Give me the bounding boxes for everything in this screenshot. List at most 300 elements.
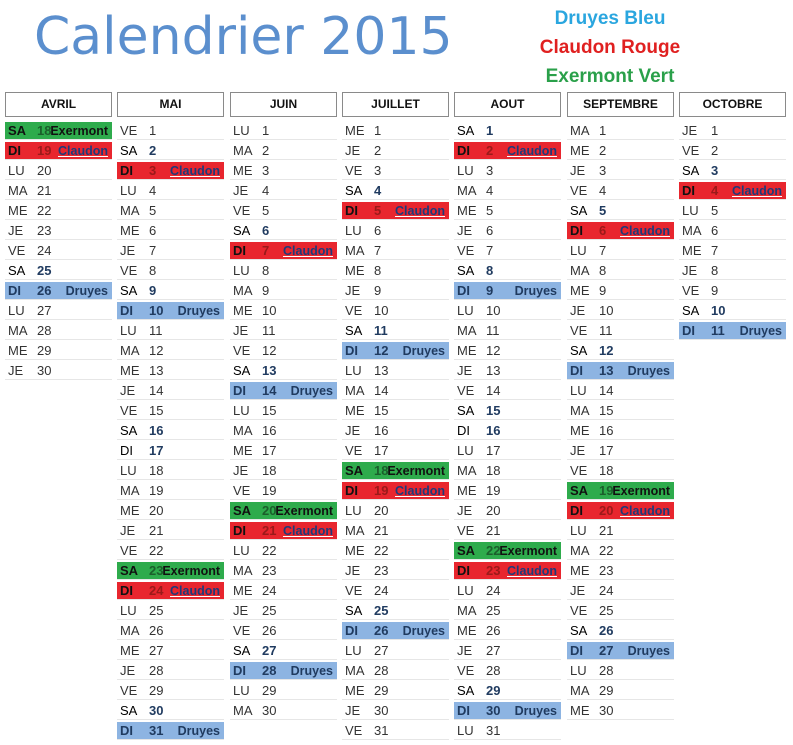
day-number: 30 [599, 703, 614, 718]
day-name: JE [570, 583, 586, 598]
day-number: 24 [599, 583, 614, 598]
day-name: MA [457, 603, 477, 618]
day-number: 13 [262, 363, 277, 378]
day-row [342, 582, 449, 600]
day-number: 20 [37, 163, 52, 178]
day-name: VE [120, 403, 138, 418]
month-octobre [679, 92, 786, 338]
day-name: VE [233, 203, 251, 218]
day-number: 23 [37, 223, 52, 238]
day-number: 12 [149, 343, 164, 358]
day-name: LU [457, 303, 474, 318]
day-row [117, 622, 224, 640]
day-name: ME [233, 583, 253, 598]
day-row [454, 322, 561, 340]
day-row [567, 142, 674, 160]
day-name: DI [457, 563, 470, 578]
month-header: JUIN [230, 92, 337, 117]
day-name: MA [120, 623, 140, 638]
month-aout [454, 92, 561, 738]
day-row [567, 242, 674, 260]
day-name: DI [570, 643, 583, 658]
day-number: 3 [599, 163, 607, 178]
month-juillet [342, 92, 449, 738]
day-name: JE [345, 563, 361, 578]
day-number: 27 [599, 643, 614, 658]
day-number: 22 [486, 543, 501, 558]
day-number: 10 [599, 303, 614, 318]
day-number: 13 [374, 363, 389, 378]
day-row [342, 442, 449, 460]
day-name: DI [120, 443, 133, 458]
day-number: 1 [599, 123, 607, 138]
day-name: ME [457, 343, 477, 358]
month-septembre [567, 92, 674, 718]
day-name: SA [682, 163, 700, 178]
day-name: JE [233, 463, 249, 478]
day-row [454, 202, 561, 220]
day-row [454, 662, 561, 680]
day-row [454, 482, 561, 500]
month-header: JUILLET [342, 92, 449, 117]
day-name: ME [120, 223, 140, 238]
day-row [567, 262, 674, 280]
day-row [454, 342, 561, 360]
day-name: VE [345, 443, 363, 458]
day-row [117, 182, 224, 200]
day-name: SA [120, 423, 138, 438]
day-name: ME [345, 543, 365, 558]
day-number: 16 [486, 423, 501, 438]
day-name: DI [120, 723, 133, 738]
day-name: LU [233, 263, 250, 278]
day-number: 14 [486, 383, 501, 398]
day-name: VE [682, 283, 700, 298]
day-row [342, 722, 449, 740]
day-number: 15 [262, 403, 277, 418]
day-number: 25 [262, 603, 277, 618]
day-number: 17 [599, 443, 614, 458]
day-row [342, 642, 449, 660]
day-name: ME [570, 283, 590, 298]
day-row [117, 462, 224, 480]
day-row [342, 342, 449, 360]
day-number: 25 [599, 603, 614, 618]
day-name: SA [233, 643, 251, 658]
day-name: VE [8, 243, 26, 258]
day-row [5, 242, 112, 260]
day-name: JE [120, 663, 136, 678]
day-number: 8 [374, 263, 382, 278]
day-name: LU [682, 203, 699, 218]
day-row [117, 662, 224, 680]
day-name: ME [457, 623, 477, 638]
day-row [342, 522, 449, 540]
day-name: VE [457, 243, 475, 258]
day-row [117, 362, 224, 380]
day-row [230, 202, 337, 220]
day-row [5, 162, 112, 180]
day-number: 13 [149, 363, 164, 378]
day-row [454, 722, 561, 740]
day-row [5, 362, 112, 380]
day-row [5, 262, 112, 280]
day-number: 23 [374, 563, 389, 578]
day-row [567, 562, 674, 580]
day-name: LU [233, 543, 250, 558]
day-name: LU [570, 243, 587, 258]
month-header: AOUT [454, 92, 561, 117]
day-row [117, 702, 224, 720]
day-name: JE [570, 443, 586, 458]
day-number: 28 [486, 663, 501, 678]
day-row [567, 202, 674, 220]
day-name: VE [570, 183, 588, 198]
day-row [342, 182, 449, 200]
event-label: Claudon [507, 564, 557, 578]
day-name: DI [457, 423, 470, 438]
day-name: JE [120, 243, 136, 258]
day-row [454, 242, 561, 260]
day-number: 31 [149, 723, 164, 738]
day-number: 2 [486, 143, 494, 158]
day-row [567, 442, 674, 460]
day-row [567, 582, 674, 600]
day-number: 4 [149, 183, 157, 198]
day-name: MA [345, 243, 365, 258]
day-row [117, 542, 224, 560]
day-number: 27 [486, 643, 501, 658]
event-label: Claudon [170, 164, 220, 178]
day-row [454, 562, 561, 580]
day-name: MA [233, 423, 253, 438]
day-name: DI [345, 623, 358, 638]
day-row [230, 442, 337, 460]
event-label: Claudon [283, 524, 333, 538]
day-number: 19 [149, 483, 164, 498]
day-number: 15 [599, 403, 614, 418]
day-name: ME [570, 563, 590, 578]
day-number: 9 [599, 283, 607, 298]
day-number: 21 [374, 523, 389, 538]
day-name: ME [570, 423, 590, 438]
day-row [117, 422, 224, 440]
day-name: DI [120, 583, 133, 598]
day-row [230, 362, 337, 380]
day-row [679, 182, 786, 200]
day-row [342, 242, 449, 260]
day-row [342, 382, 449, 400]
day-number: 19 [599, 483, 614, 498]
day-number: 27 [149, 643, 164, 658]
day-number: 31 [374, 723, 389, 738]
day-row [454, 182, 561, 200]
day-name: MA [233, 283, 253, 298]
day-name: ME [345, 403, 365, 418]
day-name: LU [233, 123, 250, 138]
day-name: LU [345, 503, 362, 518]
day-row [679, 302, 786, 320]
day-number: 13 [486, 363, 501, 378]
day-row [454, 282, 561, 300]
day-name: MA [570, 403, 590, 418]
day-number: 10 [149, 303, 164, 318]
day-number: 1 [149, 123, 157, 138]
day-row [230, 642, 337, 660]
event-label: Druyes [65, 284, 108, 298]
day-row [342, 202, 449, 220]
day-number: 22 [37, 203, 52, 218]
day-name: DI [233, 383, 246, 398]
day-row [454, 162, 561, 180]
day-row [567, 122, 674, 140]
day-number: 2 [262, 143, 270, 158]
day-name: JE [570, 303, 586, 318]
day-row [230, 542, 337, 560]
day-number: 14 [374, 383, 389, 398]
day-name: MA [570, 263, 590, 278]
day-name: SA [570, 203, 588, 218]
day-number: 26 [599, 623, 614, 638]
day-name: SA [120, 143, 138, 158]
day-number: 25 [374, 603, 389, 618]
day-name: MA [682, 223, 702, 238]
day-name: JE [8, 363, 24, 378]
day-name: JE [457, 363, 473, 378]
event-label: Claudon [170, 584, 220, 598]
legend [520, 4, 700, 91]
day-row [5, 302, 112, 320]
day-row [230, 122, 337, 140]
day-row [454, 362, 561, 380]
day-number: 30 [486, 703, 501, 718]
day-name: SA [570, 343, 588, 358]
day-row [342, 322, 449, 340]
month-header: MAI [117, 92, 224, 117]
day-row [342, 162, 449, 180]
event-label: Druyes [402, 624, 445, 638]
day-row [679, 242, 786, 260]
day-number: 2 [374, 143, 382, 158]
day-number: 3 [262, 163, 270, 178]
day-name: SA [8, 263, 26, 278]
day-name: VE [120, 123, 138, 138]
day-name: SA [457, 683, 475, 698]
day-name: LU [457, 723, 474, 738]
day-number: 22 [149, 543, 164, 558]
event-label: Exermont [50, 124, 108, 138]
day-number: 15 [374, 403, 389, 418]
day-number: 12 [374, 343, 389, 358]
event-label: Exermont [162, 564, 220, 578]
day-row [454, 122, 561, 140]
day-number: 23 [486, 563, 501, 578]
day-name: SA [120, 563, 139, 578]
day-row [567, 662, 674, 680]
month-avril [5, 92, 112, 378]
day-number: 18 [486, 463, 501, 478]
day-number: 2 [149, 143, 157, 158]
day-row [567, 302, 674, 320]
month-mai [117, 92, 224, 738]
day-row [567, 482, 674, 500]
day-row [567, 182, 674, 200]
day-number: 29 [486, 683, 501, 698]
day-number: 3 [486, 163, 494, 178]
day-number: 24 [149, 583, 164, 598]
day-number: 4 [374, 183, 382, 198]
day-name: JE [120, 523, 136, 538]
day-number: 17 [149, 443, 164, 458]
day-row [117, 722, 224, 740]
day-row [342, 302, 449, 320]
day-number: 11 [711, 323, 725, 338]
day-row [342, 702, 449, 720]
day-number: 9 [711, 283, 719, 298]
day-name: DI [120, 303, 133, 318]
day-number: 6 [149, 223, 157, 238]
day-name: SA [570, 623, 588, 638]
day-number: 30 [149, 703, 164, 718]
day-number: 28 [599, 663, 614, 678]
day-number: 11 [374, 323, 388, 338]
day-row [454, 542, 561, 560]
day-row [454, 442, 561, 460]
day-name: ME [8, 203, 28, 218]
day-number: 20 [262, 503, 277, 518]
day-name: MA [233, 703, 253, 718]
day-row [454, 262, 561, 280]
day-number: 30 [374, 703, 389, 718]
day-name: DI [233, 523, 246, 538]
day-name: VE [570, 323, 588, 338]
day-row [567, 222, 674, 240]
day-row [567, 362, 674, 380]
day-name: MA [8, 183, 28, 198]
day-name: VE [233, 343, 251, 358]
legend-exermont: Exermont Vert [545, 66, 675, 87]
day-number: 7 [374, 243, 382, 258]
day-row [230, 502, 337, 520]
day-row [342, 602, 449, 620]
day-row [454, 402, 561, 420]
day-row [342, 222, 449, 240]
day-name: SA [233, 503, 252, 518]
day-name: SA [233, 223, 251, 238]
day-name: MA [120, 343, 140, 358]
day-number: 24 [374, 583, 389, 598]
day-number: 18 [599, 463, 614, 478]
day-number: 9 [262, 283, 270, 298]
day-name: SA [120, 703, 138, 718]
day-row [117, 302, 224, 320]
day-row [5, 142, 112, 160]
event-label: Druyes [177, 304, 220, 318]
day-row [454, 582, 561, 600]
day-number: 31 [486, 723, 501, 738]
day-number: 4 [711, 183, 719, 198]
day-row [117, 122, 224, 140]
event-label: Claudon [395, 204, 445, 218]
day-number: 20 [486, 503, 501, 518]
day-number: 24 [262, 583, 277, 598]
day-row [230, 222, 337, 240]
day-name: VE [570, 463, 588, 478]
event-label: Exermont [275, 504, 333, 518]
day-number: 4 [262, 183, 270, 198]
day-row [230, 462, 337, 480]
day-row [230, 622, 337, 640]
day-name: ME [682, 243, 702, 258]
event-label: Druyes [290, 384, 333, 398]
day-name: ME [120, 503, 140, 518]
day-row [454, 382, 561, 400]
day-number: 10 [486, 303, 501, 318]
day-number: 28 [262, 663, 277, 678]
day-name: DI [8, 283, 21, 298]
day-number: 1 [374, 123, 382, 138]
day-number: 26 [37, 283, 52, 298]
day-row [679, 282, 786, 300]
day-number: 9 [486, 283, 494, 298]
day-row [454, 682, 561, 700]
day-row [342, 402, 449, 420]
day-number: 1 [486, 123, 494, 138]
day-number: 14 [149, 383, 164, 398]
day-number: 15 [149, 403, 164, 418]
day-number: 11 [149, 323, 163, 338]
day-number: 9 [374, 283, 382, 298]
event-label: Claudon [732, 184, 782, 198]
day-name: ME [120, 643, 140, 658]
day-number: 16 [262, 423, 277, 438]
day-number: 27 [262, 643, 277, 658]
day-number: 10 [374, 303, 389, 318]
day-number: 21 [37, 183, 52, 198]
day-row [567, 422, 674, 440]
day-number: 22 [374, 543, 389, 558]
day-name: DI [682, 323, 695, 338]
day-row [454, 422, 561, 440]
day-name: DI [345, 203, 358, 218]
day-row [454, 462, 561, 480]
event-label: Druyes [402, 344, 445, 358]
day-number: 9 [149, 283, 157, 298]
day-number: 12 [599, 343, 614, 358]
day-number: 15 [486, 403, 501, 418]
day-number: 11 [599, 323, 613, 338]
day-name: SA [345, 463, 364, 478]
day-row [567, 502, 674, 520]
day-number: 20 [149, 503, 164, 518]
day-name: DI [570, 223, 583, 238]
day-number: 10 [711, 303, 726, 318]
day-number: 18 [37, 123, 52, 138]
day-name: JE [345, 703, 361, 718]
day-row [230, 282, 337, 300]
day-number: 19 [486, 483, 501, 498]
day-name: ME [345, 683, 365, 698]
day-row [117, 522, 224, 540]
day-row [454, 142, 561, 160]
day-name: ME [233, 443, 253, 458]
day-row [342, 262, 449, 280]
day-name: SA [457, 263, 475, 278]
day-name: LU [457, 163, 474, 178]
event-label: Claudon [395, 484, 445, 498]
legend-claudon: Claudon Rouge [539, 37, 681, 58]
day-row [230, 582, 337, 600]
